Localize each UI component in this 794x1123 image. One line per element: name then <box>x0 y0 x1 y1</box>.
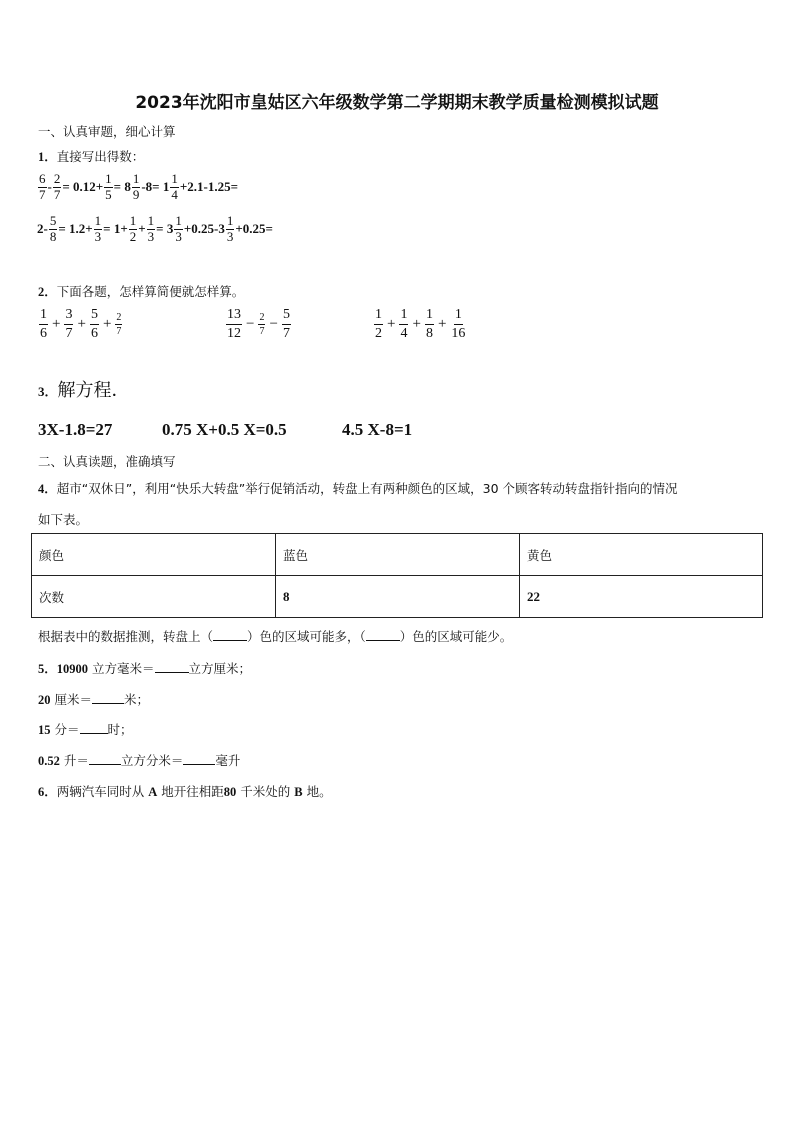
unit-text: 时； <box>107 722 133 737</box>
question-5-line-3 <box>38 720 133 738</box>
expression-text: +0.25= <box>235 221 273 237</box>
answer-blank[interactable] <box>80 721 108 734</box>
fraction <box>132 172 141 203</box>
fraction <box>64 306 73 343</box>
fraction <box>258 311 265 338</box>
fraction <box>115 311 122 338</box>
numerator: 1 <box>94 213 102 228</box>
question-4-line-2: 如下表。 <box>38 512 89 527</box>
denominator: 6 <box>90 326 98 342</box>
numerator: 5 <box>90 306 99 325</box>
table-header-cell: 蓝色 <box>276 534 520 576</box>
expression-text: = 8 <box>113 179 131 195</box>
prompt-text: 根据表中的数据推测，转盘上（ <box>38 629 214 644</box>
unit-text: 立方分米＝ <box>120 753 184 768</box>
denominator: 7 <box>65 326 73 342</box>
unit-text: 立方毫米＝ <box>92 661 155 676</box>
fraction <box>174 214 183 245</box>
numerator: 1 <box>171 171 178 186</box>
fraction <box>49 214 58 245</box>
operator: + <box>77 316 86 333</box>
numerator: 1 <box>39 306 48 325</box>
answer-blank[interactable] <box>183 752 215 765</box>
table-cell: 次数 <box>32 576 276 618</box>
table-cell: 22 <box>520 576 763 618</box>
numerator: 2 <box>116 312 122 324</box>
question-1-text: 直接写出得数： <box>56 149 145 164</box>
question-3-number: 3． <box>38 384 58 399</box>
denominator: 3 <box>226 228 234 244</box>
denominator: 4 <box>400 326 408 342</box>
numerator: 1 <box>105 171 112 186</box>
question-2 <box>38 282 244 300</box>
denominator: 8 <box>49 228 57 244</box>
numerator: 1 <box>175 213 182 228</box>
operator: + <box>412 316 421 333</box>
answer-blank[interactable] <box>92 691 124 704</box>
table-cell: 8 <box>276 576 520 618</box>
denominator: 7 <box>259 326 265 338</box>
unit-text: 厘米＝ <box>54 692 92 707</box>
expression-text: 2- <box>37 221 48 237</box>
question-3 <box>38 376 130 402</box>
section-1-heading: 一、认真审题，细心计算 <box>38 124 176 139</box>
denominator: 3 <box>147 228 155 244</box>
denominator: 5 <box>105 186 112 202</box>
numerator: 2 <box>259 312 265 324</box>
question-6 <box>38 782 332 800</box>
expression-text: + <box>138 221 146 237</box>
denominator: 8 <box>425 326 433 342</box>
quantity: 15 <box>38 723 51 737</box>
fraction <box>226 214 235 245</box>
question-6-number: 6． <box>38 785 57 799</box>
expression-text: +2.1-1.25= <box>179 179 238 195</box>
fraction <box>94 214 103 245</box>
q2-expression-2 <box>224 306 293 343</box>
q2-expression-1 <box>37 306 124 343</box>
equation-1: 3X-1.8=27 <box>38 420 113 439</box>
denominator: 7 <box>282 326 290 342</box>
operator: + <box>102 316 112 333</box>
point-label: A <box>148 785 158 799</box>
numerator: 2 <box>53 171 61 186</box>
operator: − <box>246 316 255 333</box>
question-1-number: 1． <box>38 150 57 164</box>
numerator: 6 <box>39 171 46 186</box>
fraction <box>53 172 62 203</box>
numerator: 5 <box>282 306 291 325</box>
numerator: 3 <box>64 306 73 325</box>
numerator: 1 <box>129 213 137 228</box>
fraction <box>399 306 408 343</box>
operator: − <box>269 316 278 333</box>
answer-blank[interactable] <box>89 752 121 765</box>
denominator: 3 <box>94 228 102 244</box>
denominator: 12 <box>227 326 241 342</box>
numerator: 13 <box>226 306 242 325</box>
equation-3: 4.5 X-8=1 <box>342 420 413 439</box>
prompt-text: ）色的区域可能多，（ <box>247 629 366 644</box>
question-text: 两辆汽车同时从 <box>56 784 145 799</box>
question-5-line-4 <box>38 751 240 769</box>
denominator: 2 <box>129 228 137 244</box>
numerator: 1 <box>374 306 383 325</box>
unit-text: 升＝ <box>63 753 89 768</box>
fraction <box>450 306 466 343</box>
question-4-line-1: 超市“双休日”，利用“快乐大转盘”举行促销活动，转盘上有两种颜色的区域，30 个顾客转动转盘指针指向的情况 <box>56 481 678 496</box>
fraction <box>39 306 48 343</box>
question-5-line-1 <box>38 659 251 677</box>
denominator: 7 <box>116 326 122 338</box>
unit-text: 毫升 <box>215 753 241 768</box>
fraction <box>38 172 47 203</box>
expression-text: +0.25-3 <box>183 221 225 237</box>
fraction <box>129 214 138 245</box>
quantity: 0.52 <box>38 754 60 768</box>
count-table <box>31 533 763 618</box>
operator: - <box>47 179 52 195</box>
expression-text: = 1.2+ <box>58 221 93 237</box>
denominator: 2 <box>375 326 382 342</box>
unit-text: 分＝ <box>54 722 80 737</box>
numerator: 5 <box>49 213 57 228</box>
operator: + <box>52 316 61 333</box>
denominator: 3 <box>175 228 182 244</box>
q1-row-2 <box>37 214 273 245</box>
quantity: 10900 <box>56 662 89 676</box>
table-header-cell: 黄色 <box>520 534 763 576</box>
fraction <box>374 306 383 343</box>
expression-text: = 0.12+ <box>62 179 104 195</box>
operator: + <box>387 316 396 333</box>
table-header-row <box>32 534 763 576</box>
operator: + <box>437 316 447 333</box>
question-5-line-2 <box>38 690 149 708</box>
denominator: 9 <box>132 186 140 202</box>
denominator: 4 <box>171 186 178 202</box>
question-text: 地。 <box>306 784 332 799</box>
numerator: 1 <box>425 306 434 325</box>
quantity: 20 <box>38 693 51 707</box>
question-5-number: 5． <box>38 662 57 676</box>
fraction <box>104 172 113 203</box>
unit-text: 米； <box>124 692 150 707</box>
expression-text: -8= 1 <box>141 179 170 195</box>
answer-blank[interactable] <box>366 628 400 641</box>
point-label: B <box>294 785 303 799</box>
table-row <box>32 576 763 618</box>
question-2-number: 2． <box>38 285 57 299</box>
equation-2: 0.75 X+0.5 X=0.5 <box>162 420 287 439</box>
denominator: 7 <box>53 186 61 202</box>
question-4 <box>38 479 678 497</box>
question-4-prompt <box>38 627 512 645</box>
numerator: 1 <box>132 171 140 186</box>
answer-blank[interactable] <box>213 628 247 641</box>
numerator: 1 <box>226 213 234 228</box>
fraction <box>226 306 242 343</box>
table-header-cell: 颜色 <box>32 534 276 576</box>
fraction <box>90 306 99 343</box>
answer-blank[interactable] <box>155 660 189 673</box>
q2-expression-3 <box>372 306 468 343</box>
question-text: 千米处的 <box>240 784 291 799</box>
question-3-text: 解方程． <box>57 380 130 401</box>
denominator: 7 <box>39 186 46 202</box>
unit-text: 立方厘米； <box>188 661 252 676</box>
fraction <box>282 306 291 343</box>
question-text: 地开往相距 <box>161 784 224 799</box>
page-title: 2023年沈阳市皇姑区六年级数学第二学期期末教学质量检测模拟试题 <box>135 93 659 113</box>
question-1 <box>38 147 144 165</box>
section-2-heading: 二、认真读题，准确填写 <box>38 454 176 469</box>
expression-text: = 1+ <box>103 221 128 237</box>
denominator: 16 <box>451 326 466 342</box>
numerator: 1 <box>454 306 463 325</box>
expression-text: = 3 <box>156 221 174 237</box>
fraction <box>170 172 179 203</box>
denominator: 6 <box>40 326 47 342</box>
q1-row-1 <box>37 172 238 203</box>
prompt-text: ）色的区域可能少。 <box>399 629 513 644</box>
question-2-text: 下面各题，怎样算简便就怎样算。 <box>56 284 245 299</box>
numerator: 1 <box>147 213 155 228</box>
question-4-number: 4． <box>38 482 57 496</box>
fraction <box>147 214 156 245</box>
numerator: 1 <box>399 306 408 325</box>
fraction <box>425 306 434 343</box>
quantity: 80 <box>223 785 237 799</box>
